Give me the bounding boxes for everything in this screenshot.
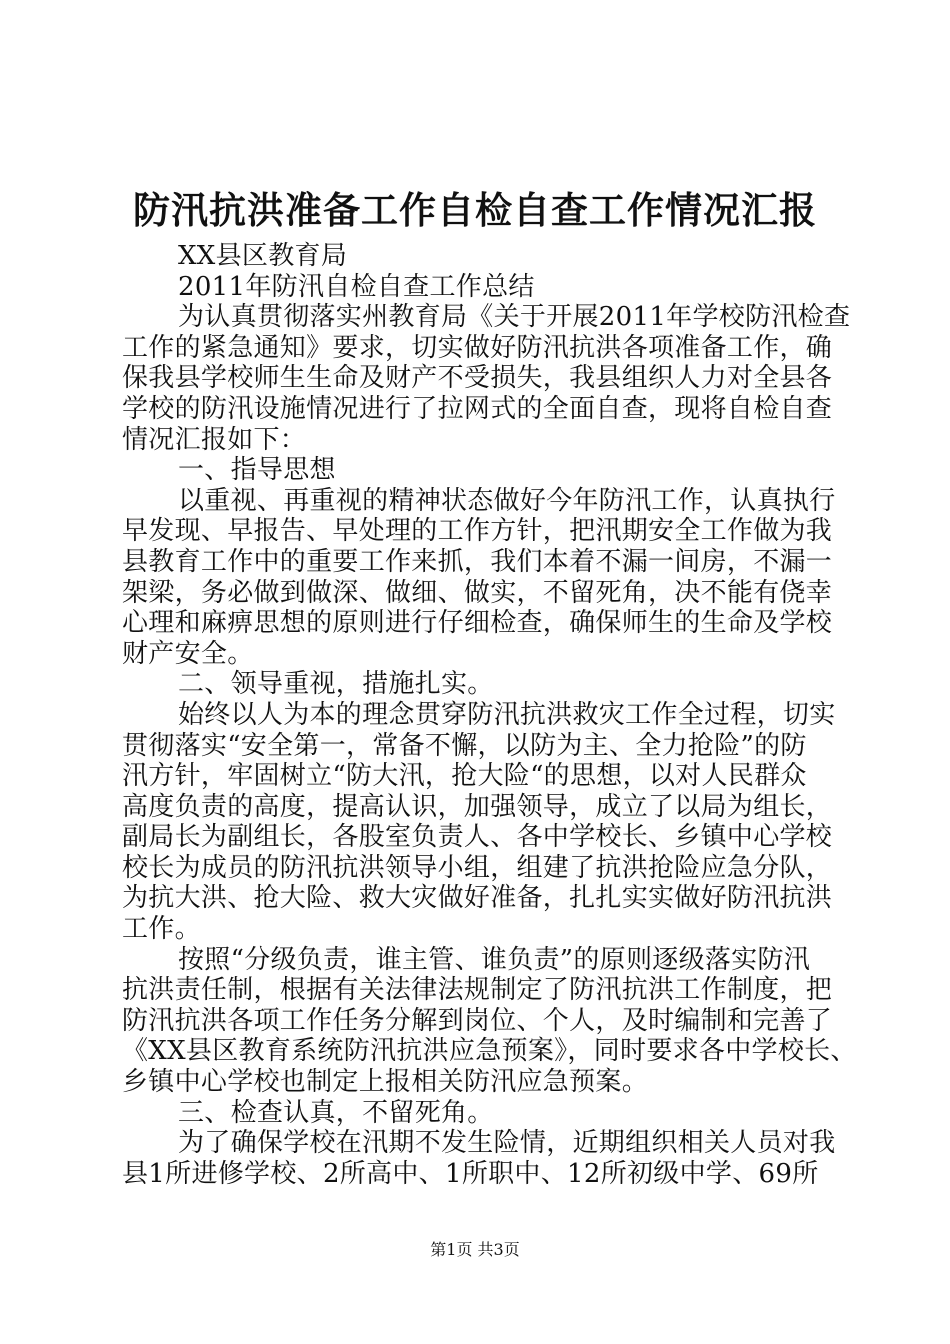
body-line: 校长为成员的防汛抗洪领导小组，组建了抗洪抢险应急分队， [122, 852, 833, 883]
body-line: 抗洪责任制，根据有关法律法规制定了防汛抗洪工作制度，把 [122, 975, 833, 1006]
document-body [122, 241, 857, 1189]
body-line: 以重视、再重视的精神状态做好今年防汛工作，认真执行 [178, 485, 836, 516]
body-line: 为抗大洪、抢大险、救大灾做好准备，扎扎实实做好防汛抗洪 [122, 883, 833, 914]
body-line: 贯彻落实“安全第一，常备不懈，以防为主、全力抢险”的防 [122, 730, 807, 761]
body-line: 情况汇报如下： [122, 424, 307, 455]
body-line: 乡镇中心学校也制定上报相关防汛应急预案。 [122, 1067, 649, 1098]
body-line: 汛方针，牢固树立“防大汛，抢大险“的思想，以对人民群众 [122, 761, 807, 792]
body-line: 《XX县区教育系统防汛抗洪应急预案》，同时要求各中学校长、 [122, 1036, 857, 1067]
body-line: 工作的紧急通知》要求，切实做好防汛抗洪各项准备工作，确 [122, 332, 833, 363]
body-line: 为了确保学校在汛期不发生险情，近期组织相关人员对我 [178, 1128, 836, 1159]
page-footer: 第1页 共3页 [430, 1240, 520, 1259]
body-line: XX县区教育局 [178, 241, 348, 271]
body-line: 早发现、早报告、早处理的工作方针，把汛期安全工作做为我 [122, 516, 833, 547]
body-line: 为认真贯彻落实州教育局《关于开展2011年学校防汛检查 [178, 302, 851, 333]
body-line: 保我县学校师生生命及财产不受损失，我县组织人力对全县各 [122, 363, 833, 394]
body-line: 三、检查认真，不留死角。 [178, 1097, 494, 1128]
body-line: 工作。 [122, 914, 201, 945]
document-title: 防汛抗洪准备工作自检自查工作情况汇报 [133, 188, 817, 232]
body-line: 财产安全。 [122, 638, 254, 669]
body-line: 按照“分级负责，谁主管、谁负责”的原则逐级落实防汛 [178, 944, 811, 975]
body-line: 县教育工作中的重要工作来抓，我们本着不漏一间房，不漏一 [122, 546, 833, 577]
body-line: 二、领导重视，措施扎实。 [178, 669, 494, 700]
body-line: 高度负责的高度，提高认识，加强领导，成立了以局为组长， [122, 791, 833, 822]
body-line: 一、指导思想 [178, 455, 336, 486]
body-line: 始终以人为本的理念贯穿防汛抗洪救灾工作全过程，切实 [178, 699, 836, 730]
body-line: 学校的防汛设施情况进行了拉网式的全面自查，现将自检自查 [122, 393, 833, 424]
body-line: 副局长为副组长，各股室负责人、各中学校长、乡镇中心学校 [122, 822, 833, 853]
body-line: 县1所进修学校、2所高中、1所职中、12所初级中学、69所 [122, 1158, 819, 1189]
body-line: 架梁，务必做到做深、做细、做实，不留死角，决不能有侥幸 [122, 577, 833, 608]
body-line: 防汛抗洪各项工作任务分解到岗位、个人，及时编制和完善了 [122, 1005, 833, 1036]
body-line: 2011年防汛自检自查工作总结 [178, 271, 535, 302]
body-line: 心理和麻痹思想的原则进行仔细检查，确保师生的生命及学校 [122, 608, 833, 639]
